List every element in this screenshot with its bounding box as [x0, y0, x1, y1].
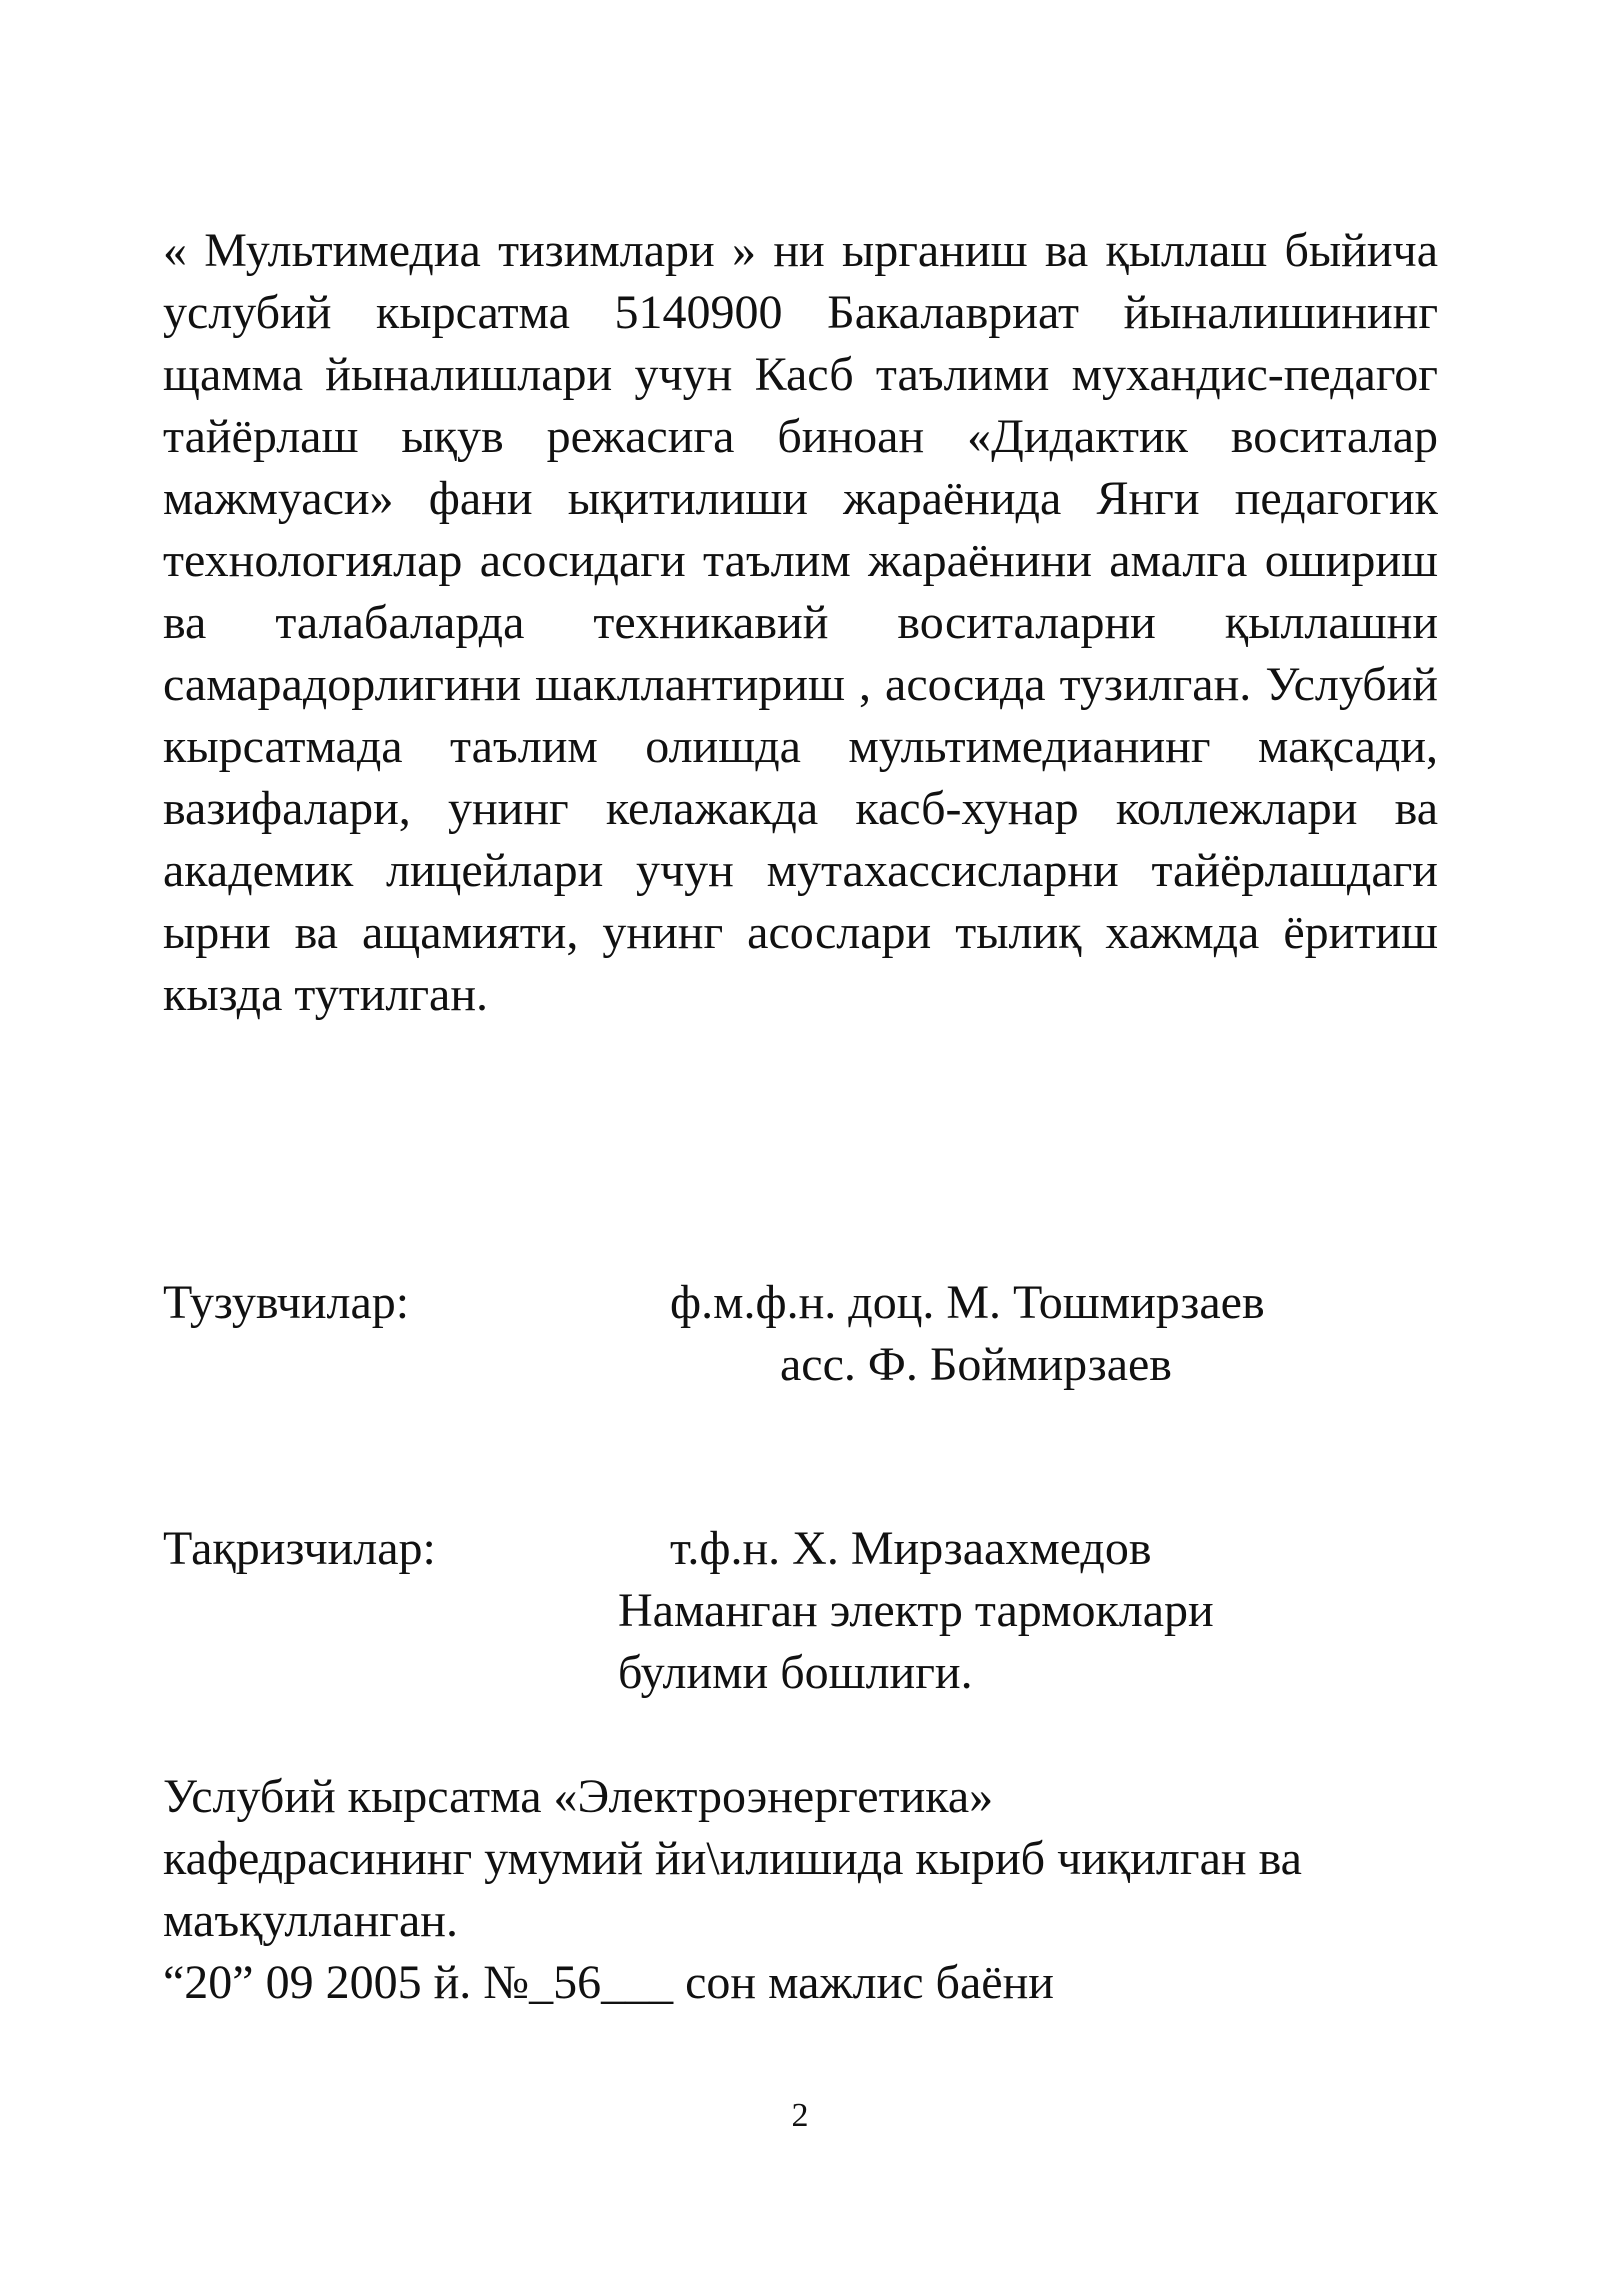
reviewer-organization: Наманган электр тармоклари [618, 1584, 1214, 1637]
reviewer-position: булими бошлиги. [618, 1646, 973, 1699]
compiler-name-2: асс. Ф. Боймирзаев [780, 1338, 1172, 1391]
approval-line-3: маъқулланган. [163, 1894, 458, 1947]
compiler-name-1: ф.м.ф.н. доц. М. Тошмирзаев [670, 1276, 1265, 1329]
approval-block [163, 1766, 1438, 2014]
page-number: 2 [791, 2097, 809, 2134]
reviewers-label: Тақризчилар: [163, 1522, 436, 1575]
approval-line-2: кафедрасининг умумий йи\илишида кыриб чиқилган ва [163, 1832, 1302, 1885]
reviewer-name: т.ф.н. Х. Мирзаахмедов [670, 1522, 1152, 1575]
approval-line-4: “20” 09 2005 й. №_56___ сон мажлис баёни [163, 1956, 1054, 2009]
body-paragraph: « Мультимедиа тизимлари » ни ырганиш ва қыллаш быйича услубий кырсатма 5140900 Бакалавриат йыналишининг щамма йыналишлари учун Касб таълими мухандис-педагог тайёрлаш ықув режасига биноан «Дидактик воситалар мажмуаси» фани ықитилиши жараёнида Янги педагогик технологиялар асосидаги таълим жараёнини амалга ошириш ва талабаларда техникавий воситаларни қыллашни самарадорлигини шакллантириш , асосида тузилган. Услубий кырсатмада таълим олишда мультимедианинг мақсади, вазифалари, унинг келажакда касб-хунар коллежлари ва академик лицейлари учун мутахассисларни тайёрлашдаги ырни ва ащамияти, унинг асослари тылиқ хажмда ёритиш кызда тутилган. [163, 224, 1438, 1021]
compilers-label: Тузувчилар: [163, 1276, 410, 1329]
approval-line-1: Услубий кырсатма «Электроэнергетика» [163, 1770, 994, 1823]
